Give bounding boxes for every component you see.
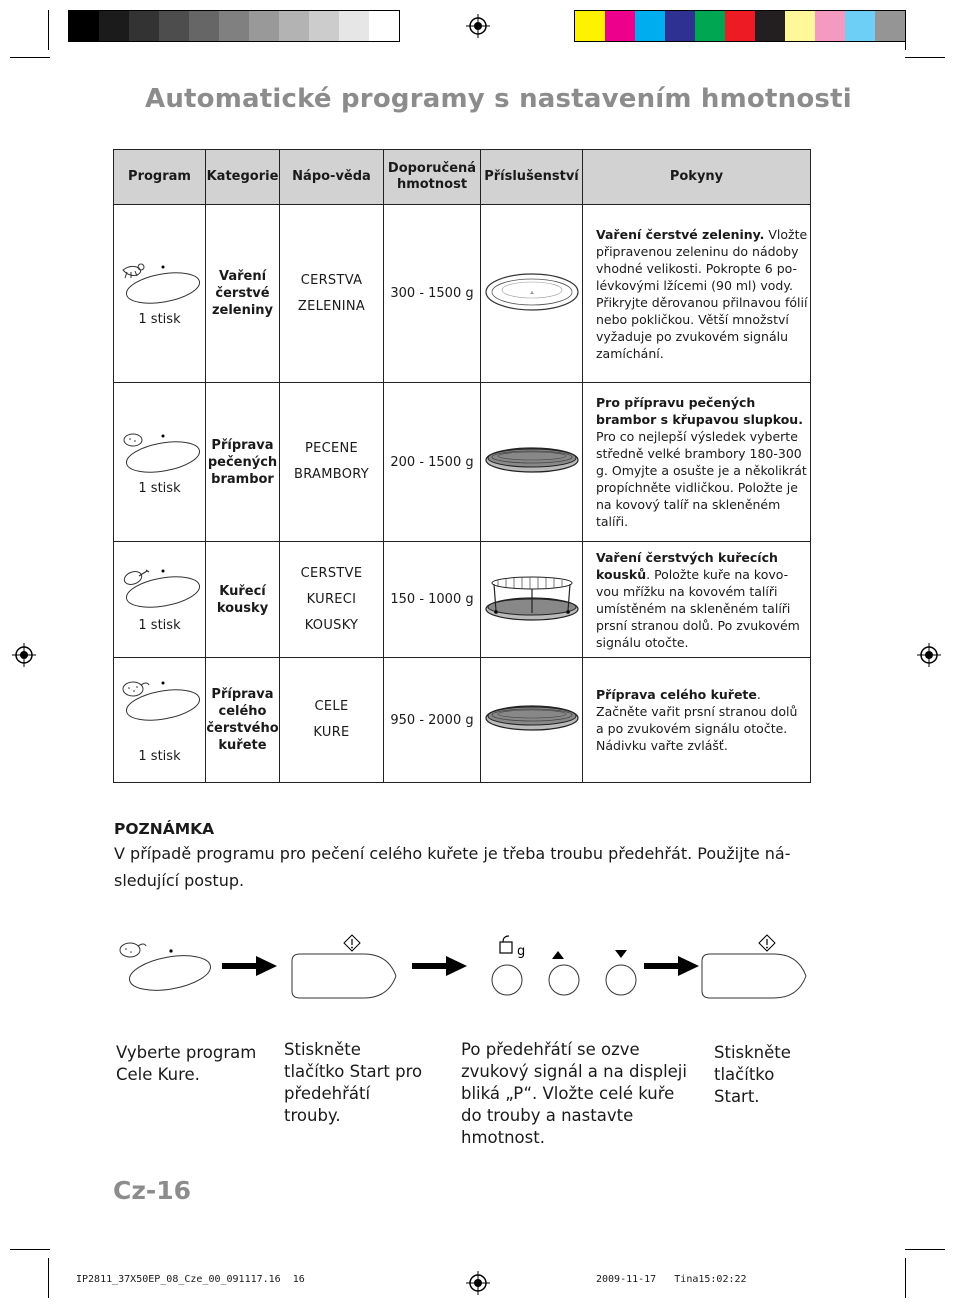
weight-cell: 950 - 2000 g [384,658,481,783]
header-weight-line1: Doporučená [387,161,477,176]
process-color-bar [574,10,906,42]
color-swatch [129,11,159,41]
accessory-cell [481,205,583,383]
program-button-cell [114,383,206,542]
accessory-cell [481,542,583,658]
header-weight [384,150,481,205]
vegetables-program-button [119,260,201,306]
color-swatch [725,11,755,41]
registration-mark-icon [466,1271,490,1295]
press-count: 1 stisk [138,480,181,496]
color-swatch [189,11,219,41]
color-swatch [635,11,665,41]
decrease-weight-button [606,950,636,995]
accessory-cell [481,383,583,542]
weight-unit-label: g [517,944,526,959]
chicken-pieces-program-button [119,566,201,612]
whole-chicken-program-button [119,677,201,723]
crisp-plate-icon [484,445,580,475]
weight-cell: 150 - 1000 g [384,542,481,658]
category-cell: Vaření čerstvé zeleniny [206,205,280,383]
instruction-cell: Vaření čerstvých kuřecích kousků. Položte kuře na kovo-vou mřížku na kovovém talíři umístěném na skleněném talíři prsní stranou dolů. Po zvukovém signálu otočte. [583,542,811,658]
crisp-plate-icon [484,703,580,733]
instruction-cell: Vaření čerstvé zeleniny. Vložte připravenou zeleninu do nádoby vhodné velikosti. Pokropte 6 po-lévkovými lžícemi (90 ml) vody. Přikryjte děrovanou přilnavou fólií nebo pokličkou. Větší množství vyžaduje po zvukovém signálu zamíchání. [583,205,811,383]
color-swatch [845,11,875,41]
press-count: 1 stisk [138,748,181,764]
program-button-cell [114,205,206,383]
header-program: Program [114,150,206,205]
down-triangle-icon [615,950,627,958]
color-swatch [875,11,905,41]
rack-on-plate-icon [484,573,580,623]
color-swatch [69,11,99,41]
chicken-leg-icon [122,569,149,586]
header-category: Kategorie [206,150,280,205]
auto-weight-program-table [113,149,811,783]
color-swatch [279,11,309,41]
color-swatch [695,11,725,41]
potato-icon [124,434,142,446]
increase-weight-button [549,951,579,995]
color-swatch [159,11,189,41]
registration-mark-icon [12,643,36,667]
table-row [114,383,811,542]
page-number: Cz-16 [113,1176,192,1205]
table-row [114,658,811,783]
gray-color-bar [68,10,400,42]
color-swatch [249,11,279,41]
color-swatch [575,11,605,41]
color-swatch [665,11,695,41]
arrow-right-icon [412,956,467,976]
remark-text: V případě programu pro pečení celého kuřete je třeba troubu předehřát. Použijte ná-sledující postup. [114,844,791,890]
table-row [114,205,811,383]
potato-program-button [119,429,201,475]
whole-chicken-icon [123,682,149,696]
start-button [702,935,806,998]
category-cell: Příprava pečených brambor [206,383,280,542]
color-swatch [99,11,129,41]
page-title: Automatické programy s nastavením hmotnosti [145,84,852,114]
remark-heading: POZNÁMKA [114,820,215,838]
press-count: 1 stisk [138,312,181,327]
instruction-cell: Pro přípravu pečených brambor s křupavou slupkou. Pro co nejlepší výsledek vyberte středně velké brambory 180-300 g. Omyjte a osušte je a několikrát propíchněte vidličkou. Položte je na kovový talíř na skleněném talíři. [583,383,811,542]
svg-text:▵: ▵ [529,288,534,296]
glass-tray-icon [484,272,580,312]
preheat-sequence-diagram [112,928,812,1003]
table-row [114,542,811,658]
weight-button [492,936,525,995]
step-2-text: Stiskněte tlačítko Start pro předehřátí trouby. [284,1040,423,1125]
start-icon [759,935,775,951]
header-weight-line2: hmotnost [396,177,468,192]
weight-icon [500,936,512,953]
header-accessory: Příslušenství [481,150,583,205]
program-button-cell [114,658,206,783]
color-swatch [219,11,249,41]
footer-timestamp: 2009-11-17 Tina15:02:22 [596,1274,747,1285]
color-swatch [369,11,399,41]
registration-mark-icon [466,14,490,38]
program-button-cell [114,542,206,658]
registration-mark-icon [917,643,941,667]
whole-chicken-button [120,943,213,996]
instruction-cell: Příprava celého kuřete. Začněte vařit prsní stranou dolů a po zvukovém signálu otočte. Nádivku vařte zvlášť. [583,658,811,783]
arrow-right-icon [222,956,277,976]
color-swatch [605,11,635,41]
color-swatch [755,11,785,41]
start-button [292,935,396,998]
weight-cell: 300 - 1500 g [384,205,481,383]
footer-file: IP2811_37X50EP_08_Cze_00_091117.16 16 [76,1274,305,1285]
header-display: Nápo-věda [280,150,384,205]
header-instructions: Pokyny [583,150,811,205]
accessory-cell [481,658,583,783]
step-3-text: Po předehřátí se ozve zvukový signál a na displeji bliká „P“. Vložte celé kuře do trouby a nastavte hmotnost. [461,1040,687,1147]
table-header-row [114,150,811,205]
weight-cell: 200 - 1500 g [384,383,481,542]
start-icon [344,935,360,951]
color-swatch [309,11,339,41]
step-1-text: Vyberte program Cele Kure. [116,1043,257,1084]
up-triangle-icon [552,951,564,959]
display-cell: CELE KURE [280,658,384,783]
vegetables-icon [123,264,144,278]
display-cell: PECENE BRAMBORY [280,383,384,542]
category-cell: Kuřecí kousky [206,542,280,658]
press-count: 1 stisk [138,618,181,633]
category-cell: Příprava celého čerstvého kuřete [206,658,280,783]
color-swatch [339,11,369,41]
color-swatch [785,11,815,41]
display-cell: CERSTVA ZELENINA [280,205,384,383]
arrow-right-icon [644,956,699,976]
color-swatch [815,11,845,41]
display-cell: CERSTVE KURECI KOUSKY [280,542,384,658]
step-4-text: Stiskněte tlačítko Start. [714,1043,791,1106]
